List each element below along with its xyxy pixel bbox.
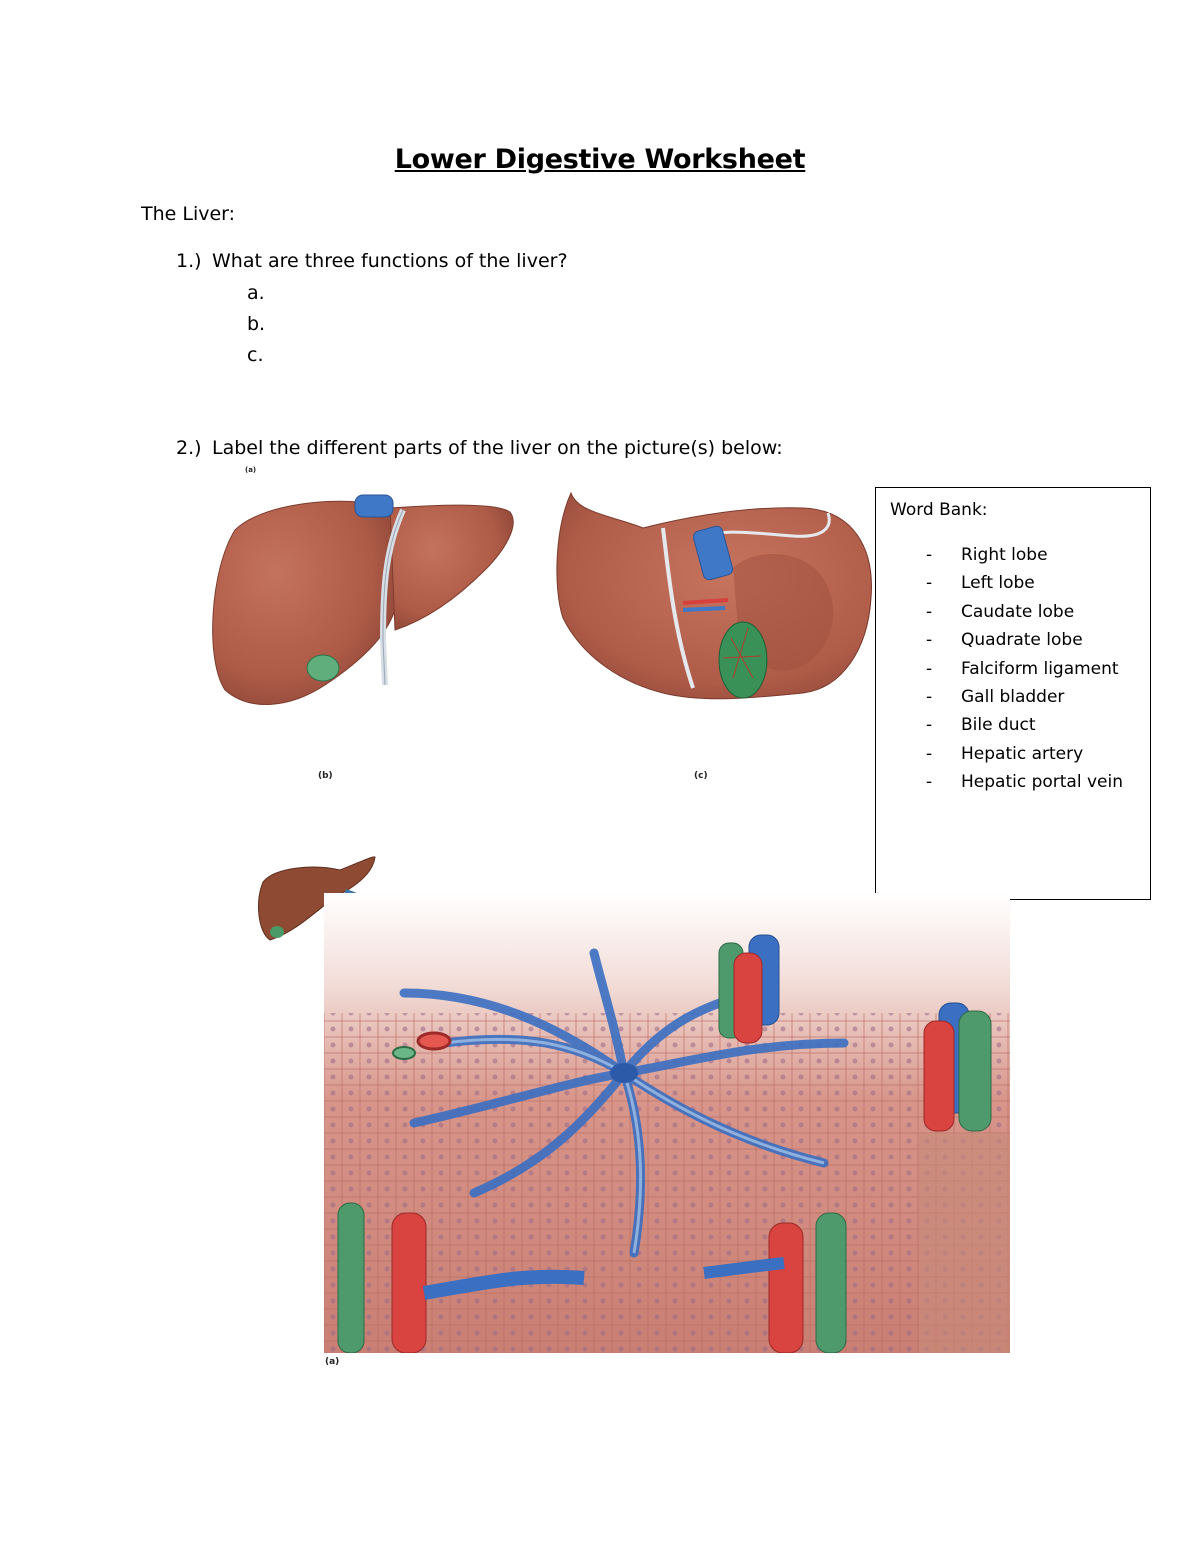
word-bank-item: - Gall bladder <box>926 686 1123 714</box>
question-1-number: 1.) <box>176 250 202 272</box>
answer-option-a: a. <box>247 282 265 304</box>
word-bank-item: - Right lobe <box>926 544 1123 572</box>
answer-option-c: c. <box>247 344 264 366</box>
question-2-text: Label the different parts of the liver on the picture(s) below: <box>212 437 783 459</box>
word-bank-item: - Quadrate lobe <box>926 629 1123 657</box>
gallbladder-shape <box>307 655 339 681</box>
word-bank-item: - Hepatic artery <box>926 743 1123 771</box>
portal-triad-right <box>924 1003 991 1131</box>
question-2-number: 2.) <box>176 437 202 459</box>
word-bank-item: - Hepatic portal vein <box>926 771 1123 799</box>
figure-label-c: (c) <box>694 771 708 781</box>
liver-lobule-illustration <box>324 893 1010 1353</box>
word-bank-item: - Falciform ligament <box>926 658 1123 686</box>
word-bank-item: - Caudate lobe <box>926 601 1123 629</box>
liver-inferior-illustration <box>553 488 878 710</box>
word-bank-list <box>926 544 1123 800</box>
answer-option-b: b. <box>247 313 266 335</box>
question-1-text: What are three functions of the liver? <box>212 250 568 272</box>
central-vein-shape <box>610 1063 638 1083</box>
figure-label-b: (b) <box>318 771 333 781</box>
page-title: Lower Digestive Worksheet <box>394 144 806 175</box>
word-bank-title: Word Bank: <box>890 500 988 520</box>
word-bank-box <box>875 487 1151 900</box>
liver-anterior-illustration <box>205 490 525 715</box>
word-bank-item: - Bile duct <box>926 714 1123 742</box>
vena-cava-shape <box>355 495 393 517</box>
right-lobe-shape <box>213 501 395 704</box>
figure-tag-a: (a) <box>245 466 257 474</box>
section-heading: The Liver: <box>141 203 236 225</box>
left-lobe-shape <box>390 505 513 630</box>
word-bank-item: - Left lobe <box>926 572 1123 600</box>
figure-label-lobule: (a) <box>325 1357 340 1367</box>
